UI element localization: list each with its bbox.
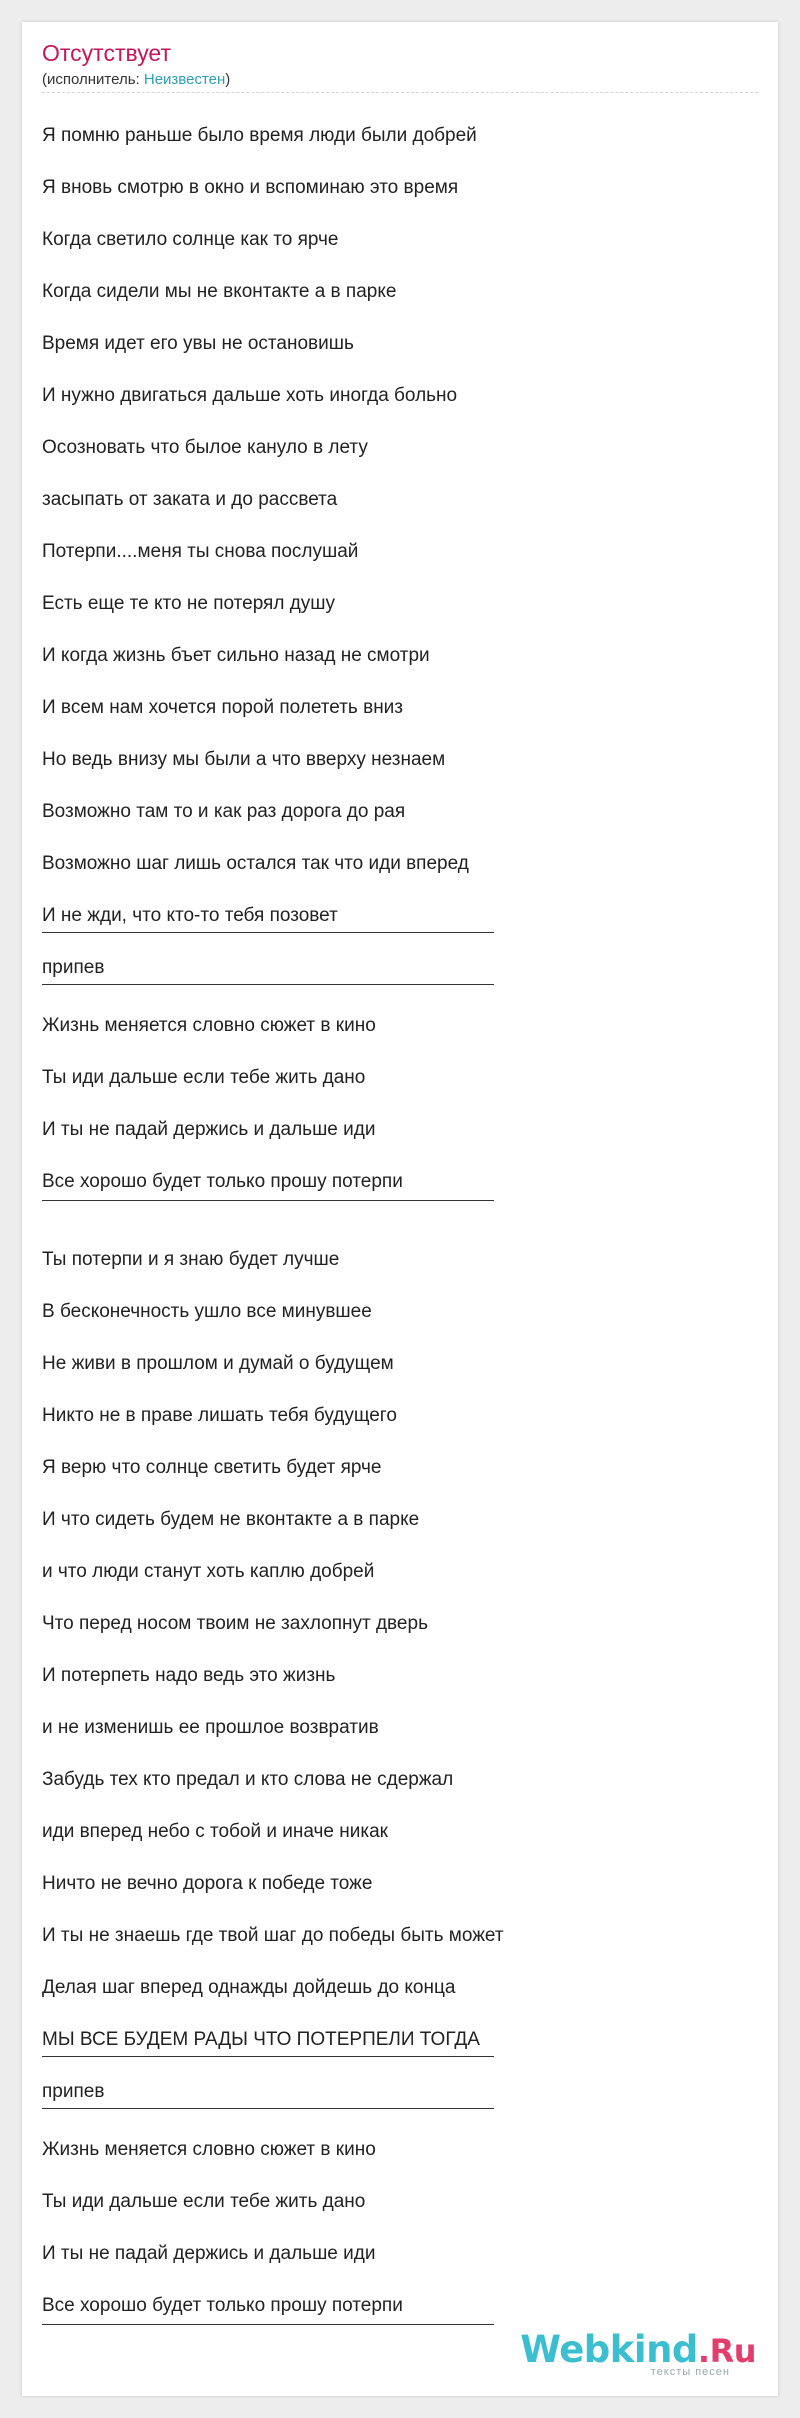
lyric-line: МЫ ВСЕ БУДЕМ РАДЫ ЧТО ПОТЕРПЕЛИ ТОГДА	[42, 2029, 480, 2050]
lyric-line: И не жди, что кто-то тебя позовет	[42, 905, 338, 926]
lyric-line: Потерпи....меня ты снова послушай	[42, 541, 359, 562]
lyric-line: Ты потерпи и я знаю будет лучше	[42, 1249, 340, 1270]
lyric-line: иди вперед небо с тобой и иначе никак	[42, 1821, 388, 1842]
artist-line	[42, 72, 230, 87]
lyric-line: И потерпеть надо ведь это жизнь	[42, 1665, 336, 1686]
chorus-label: припев	[42, 957, 105, 978]
section-divider	[42, 1200, 494, 1201]
lyric-line: Я помню раньше было время люди были добрей	[42, 125, 477, 146]
lyric-line: и что люди станут хоть каплю добрей	[42, 1561, 375, 1582]
lyric-line: И ты не знаешь где твой шаг до победы быть может	[42, 1925, 504, 1946]
lyric-line: Жизнь меняется словно сюжет в кино	[42, 1015, 376, 1036]
artist-link[interactable]: Неизвестен	[143, 71, 226, 88]
lyric-line: Жизнь меняется словно сюжет в кино	[42, 2139, 376, 2160]
lyric-line: Ты иди дальше если тебе жить дано	[42, 1067, 366, 1088]
section-divider	[42, 2056, 494, 2057]
lyric-line: Возможно там то и как раз дорога до рая	[42, 801, 406, 822]
lyric-line: И ты не падай держись и дальше иди	[42, 2243, 376, 2264]
lyric-line: Я вновь смотрю в окно и вспоминаю это время	[42, 177, 459, 198]
lyric-line: Осозновать что былое кануло в лету	[42, 437, 368, 458]
lyric-line: И что сидеть будем не вконтакте а в парке	[42, 1509, 420, 1530]
section-divider	[42, 2324, 494, 2325]
header-divider	[42, 92, 758, 93]
lyric-line: Когда сидели мы не вконтакте а в парке	[42, 281, 397, 302]
lyric-line: И нужно двигаться дальше хоть иногда больно	[42, 385, 458, 406]
logo-tagline: тексты песен	[650, 2366, 730, 2378]
section-divider	[42, 932, 494, 933]
lyric-line: Не живи в прошлом и думай о будущем	[42, 1353, 394, 1374]
lyric-line: В бесконечность ушло все минувшее	[42, 1301, 372, 1322]
lyric-line: Никто не в праве лишать тебя будущего	[42, 1405, 397, 1426]
artist-suffix: )	[225, 71, 231, 88]
section-divider	[42, 2108, 494, 2109]
lyric-line: И когда жизнь бъет сильно назад не смотри	[42, 645, 430, 666]
site-logo[interactable]	[520, 2328, 756, 2378]
lyric-line: Все хорошо будет только прошу потерпи	[42, 2295, 403, 2316]
lyric-line: Но ведь внизу мы были а что вверху незнаем	[42, 749, 446, 770]
lyric-line: засыпать от заката и до рассвета	[42, 489, 338, 510]
lyric-line: Когда светило солнце как то ярче	[42, 229, 339, 250]
lyric-line: И всем нам хочется порой полететь вниз	[42, 697, 404, 718]
lyric-line: Все хорошо будет только прошу потерпи	[42, 1171, 403, 1192]
lyric-line: Возможно шаг лишь остался так что иди вперед	[42, 853, 469, 874]
section-divider	[42, 984, 494, 985]
lyric-line: Есть еще те кто не потерял душу	[42, 593, 336, 614]
lyric-line: Что перед носом твоим не захлопнут дверь	[42, 1613, 428, 1634]
lyric-line: И ты не падай держись и дальше иди	[42, 1119, 376, 1140]
lyric-line: Я верю что солнце светить будет ярче	[42, 1457, 382, 1478]
song-title: Отсутствует	[42, 40, 171, 66]
lyric-line: и не изменишь ее прошлое возвратив	[42, 1717, 379, 1738]
lyric-line: Ничто не вечно дорога к победе тоже	[42, 1873, 373, 1894]
logo-name: Webkind	[520, 2328, 698, 2371]
lyric-line: Ты иди дальше если тебе жить дано	[42, 2191, 366, 2212]
chorus-label: припев	[42, 2081, 105, 2102]
logo-tld: .Ru	[697, 2332, 756, 2370]
lyric-line: Забудь тех кто предал и кто слова не сдержал	[42, 1769, 454, 1790]
lyrics-page	[22, 22, 778, 2396]
lyric-line: Время идет его увы не остановишь	[42, 333, 354, 354]
artist-prefix: (исполнитель:	[42, 71, 144, 88]
logo-wordmark	[520, 2328, 756, 2371]
lyric-line: Делая шаг вперед однажды дойдешь до конца	[42, 1977, 456, 1998]
